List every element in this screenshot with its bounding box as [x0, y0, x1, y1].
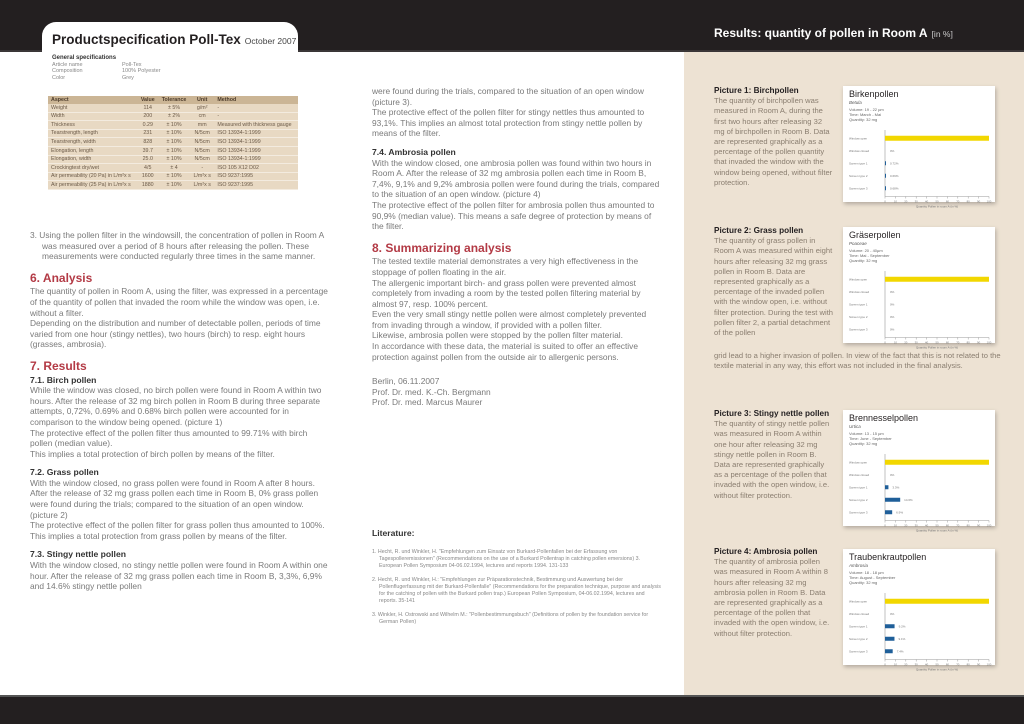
category-label: Screen type 2 — [849, 636, 868, 641]
category-label: Screen type 3 — [849, 510, 868, 515]
x-tick-label: 50 — [935, 199, 939, 204]
x-tick-label: 10 — [893, 523, 897, 528]
chart-title: Traubenkrautpollen — [849, 552, 927, 562]
chart-title: Brennesselpollen — [849, 413, 919, 423]
table-cell: - — [214, 112, 298, 121]
x-axis-label: Quantity Pollen in room A (in %) — [915, 345, 959, 350]
table-row — [48, 129, 298, 138]
data-label: 3.3% — [892, 485, 900, 490]
chart-ambrosia — [843, 549, 995, 672]
picture-3-caption — [714, 409, 834, 501]
column-header: Value — [137, 96, 158, 104]
results-title-text: Results: quantity of pollen in Room A — [714, 26, 928, 40]
x-tick-label: 60 — [945, 340, 949, 345]
table-row — [48, 146, 298, 155]
table-cell: 39.7 — [137, 146, 158, 155]
picture-1-caption — [714, 86, 834, 188]
analysis-heading: 6. Analysis — [30, 270, 93, 285]
summary-heading: 8. Summarizing analysis — [372, 240, 512, 255]
category-label: Screen type 1 — [849, 485, 868, 490]
table-cell: ± 10% — [158, 172, 190, 181]
x-tick-label: 50 — [935, 340, 939, 345]
chart-meta: Time: Mai - September — [849, 253, 890, 258]
category-label: Screen type 3 — [849, 327, 868, 332]
x-tick-label: 0 — [884, 199, 886, 204]
category-label: Screen type 1 — [849, 302, 868, 307]
table-cell: ISO 13934-1:1999 — [214, 146, 298, 155]
chart-title: Birkenpollen — [849, 89, 899, 99]
x-tick-label: 90 — [977, 340, 981, 345]
x-tick-label: 30 — [914, 199, 918, 204]
left-column — [30, 230, 330, 592]
x-tick-label: 30 — [914, 662, 918, 667]
nettle-heading: 7.3. Stingy nettle pollen — [30, 549, 126, 560]
table-cell: ± 10% — [158, 146, 190, 155]
data-label: 0% — [890, 302, 895, 307]
x-tick-label: 100 — [986, 523, 992, 528]
bar — [885, 624, 895, 628]
table-cell: Tearstrength, length — [48, 129, 137, 138]
x-tick-label: 90 — [977, 199, 981, 204]
data-label: 0% — [890, 314, 895, 319]
category-label: Window closed — [849, 472, 870, 477]
x-tick-label: 20 — [904, 523, 908, 528]
table-cell: - — [214, 104, 298, 112]
table-row — [48, 164, 298, 173]
results-title — [714, 26, 953, 40]
signature-block — [372, 376, 662, 408]
picture-heading: Picture 4: Ambrosia pollen — [714, 547, 818, 556]
table-cell: N/5cm — [190, 146, 214, 155]
data-label: 0% — [890, 289, 895, 294]
table-cell: Elongation, length — [48, 146, 137, 155]
table-cell: cm — [190, 112, 214, 121]
table-cell: N/5cm — [190, 155, 214, 164]
category-label: Screen type 1 — [849, 624, 868, 629]
chart-meta: Volume: 20 - 40µm — [849, 248, 883, 253]
summary-paragraph: The allergenic important birch- and grass pollen were prevented almost completely from invading a room by the tested pollen filtering material by almost 97, resp. 100% percent. — [372, 277, 641, 309]
grass-heading: 7.2. Grass pollen — [30, 467, 99, 478]
x-tick-label: 90 — [977, 662, 981, 667]
chart-meta: Quantity: 32 mg — [849, 441, 878, 446]
signature-name: Prof. Dr. med. K.-Ch. Bergmann — [372, 386, 491, 397]
picture-2-caption-continued — [714, 351, 1014, 371]
title-text: Productspecification Poll-Tex — [52, 32, 241, 47]
x-tick-label: 70 — [956, 199, 960, 204]
birch-paragraph: The protective effect of the pollen filter thus amounted to 99.71% with birch pollen (median value). — [30, 427, 308, 449]
chart-subtitle: Poaceae — [849, 241, 867, 246]
results-unit: [in %] — [931, 29, 953, 39]
table-cell: Measured with thickness gauge — [214, 121, 298, 130]
table-cell: ISO 13934-1:1999 — [214, 129, 298, 138]
summary-paragraph: Likewise, ambrosia pollen were stopped by the pollen filter material. — [372, 330, 623, 341]
picture-text: The quantity of ambrosia pollen was measured in Room A within 8 hours after releasing 32 mg ambrosia pollen in Room B. Data are represented graphically as a percentage of the pollen that invaded with the open window, i.e. without filter protection. — [714, 557, 830, 638]
chart-svg — [843, 549, 995, 672]
general-specifications — [52, 55, 161, 81]
x-tick-label: 100 — [986, 340, 992, 345]
x-tick-label: 40 — [925, 662, 929, 667]
table-row — [48, 104, 298, 112]
table-cell: Crockingtest dry/wet — [48, 164, 137, 173]
x-tick-label: 0 — [884, 340, 886, 345]
signature-place: Berlin, 06.11.2007 — [372, 376, 440, 387]
signature-name: Prof. Dr. med. Marcus Maurer — [372, 397, 483, 408]
table-cell: N/5cm — [190, 129, 214, 138]
bar-window-open — [885, 277, 989, 282]
grass-paragraph: The protective effect of the pollen filter for grass pollen thus amounted to 100%. This implies a total protection from grass pollen by means of the filter. — [30, 520, 325, 541]
category-label: Screen type 3 — [849, 649, 868, 654]
data-label: 9.1% — [898, 636, 906, 641]
picture-heading: Picture 3: Stingy nettle pollen — [714, 409, 830, 418]
table-cell: - — [190, 164, 214, 173]
chart-meta: Time: March - Mai — [849, 112, 882, 117]
x-axis-label: Quantity Pollen in room A (in %) — [915, 667, 959, 672]
table-cell: mm — [190, 121, 214, 130]
category-label: Window closed — [849, 148, 870, 153]
general-label: Color — [52, 74, 66, 81]
nettle-paragraph: The protective effect of the pollen filter for stingy nettles thus amounted to 93,1%. This implies an almost total protection from stingy nettle pollen by means of the filter. — [372, 107, 645, 139]
picture-2-caption — [714, 226, 834, 338]
bottom-bar — [0, 695, 1024, 724]
x-tick-label: 50 — [935, 662, 939, 667]
picture-text: The quantity of birchpollen was measured in Room A, during the first two hours after releasing 32 mg of birchpollen in Room B. Data are represented graphically as a percentage of the pollen quantity that invaded the window with the window being opened, without filter protection. — [714, 96, 833, 187]
table-cell: Air permeability (20 Pa) in L/m²x s — [48, 172, 137, 181]
category-label: Window open — [849, 136, 868, 141]
chart-meta: Quantity: 32 mg — [849, 117, 878, 122]
table-cell: ISO 13934-1:1999 — [214, 138, 298, 147]
birch-heading: 7.1. Birch pollen — [30, 374, 97, 385]
table-cell: ± 5% — [158, 104, 190, 112]
birch-paragraph: While the window was closed, no birch pollen were found in Room A within two hours. After the release of 32 mg birch pollen in Room B during three separate attempts, 0,72%, 0.69% and 0.68% birch pollen were accounted for in comparison to the window being opened. (picture 1) — [30, 385, 322, 427]
x-tick-label: 0 — [884, 523, 886, 528]
literature — [372, 530, 662, 633]
x-tick-label: 10 — [893, 662, 897, 667]
birch-paragraph: This implies a total protection of birch pollen by means of the filter. — [30, 448, 275, 459]
ambrosia-heading: 7.4. Ambrosia pollen — [372, 146, 456, 157]
x-tick-label: 40 — [925, 199, 929, 204]
chart-subtitle: Betula — [849, 100, 862, 105]
table-cell: 4/5 — [137, 164, 158, 173]
x-tick-label: 30 — [914, 340, 918, 345]
literature-item: 1. Hecht, R. und Winkler, H. "Empfehlungen zum Einsatz von Burkard-Pollenfallen bei der Erfassung von Tagespolleremissionen" (Recommendations on the use of a Burkard Pollentrap in catching pollen emersions) 3. European Pollen Symposium 04-06.02.1994, lectures and reports 1994. 131-133 — [372, 549, 640, 569]
nettle-paragraph: were found during the trials, compared to the situation of an open window (picture 3). — [372, 86, 644, 107]
bar — [885, 649, 893, 653]
table-row — [48, 138, 298, 147]
x-tick-label: 10 — [893, 199, 897, 204]
x-axis-label: Quantity Pollen in room A (in %) — [915, 528, 959, 533]
analysis-paragraph: The quantity of pollen in Room A, using the filter, was expressed in a percentage of the quantity of pollen that invaded the room while the window was open, i.e. without a filter. — [30, 286, 328, 318]
table-cell: L/m²x s — [190, 172, 214, 181]
bar-window-open — [885, 599, 989, 604]
table-cell: ± 2% — [158, 112, 190, 121]
table-cell: Air permeability (25 Pa) in L/m²x s — [48, 181, 137, 190]
summary-paragraph: In accordance with these data, the material is suited to offer an effective protection against pollen from the outside air to allergenic persons. — [372, 341, 638, 362]
general-value: Poll-Tex — [122, 61, 142, 68]
chart-birch — [843, 86, 995, 209]
chart-subtitle: Urtica — [849, 424, 861, 429]
data-label: 0.69% — [890, 173, 899, 178]
ambrosia-paragraph: The protective effect of the pollen filter for ambrosia pollen thus amounted to 90,9% (median value). This means a safe degree of protection by means of the filter. — [372, 199, 655, 232]
x-tick-label: 40 — [925, 523, 929, 528]
summary-paragraph: The tested textile material demonstrates a very high effectiveness in the stoppage of pollen floating in the air. — [372, 256, 639, 277]
table-cell: ISO 105 X12 D02 — [214, 164, 298, 173]
picture-text: grid lead to a higher invasion of pollen. In view of the fact that this is not related to the textile material in any way, this effort was not included in the final analysis. — [714, 351, 1001, 371]
bar — [885, 510, 892, 514]
literature-item: 2. Hecht, R. und Winkler, H.: "Empfehlungen zur Präparationstechnik, Bestimmung und Auswertung bei der Pollenflugerfassung mit der Burkard-Pollenfalle" (Recommendations for the preparation technique, purpose and analysis for the catching of pollen with the Burkard pollen trap.) European Pollen Symposium, 04-06.02.1994, lectures and reports. 35-141 — [372, 577, 661, 604]
chart-meta: Time: August - September — [849, 575, 896, 580]
x-tick-label: 20 — [904, 199, 908, 204]
picture-text: The quantity of stingy nettle pollen was measured in Room A within one hour after releasing 32 mg stingy nettle pollen in Room B. Data are represented graphically as a percentage of the pollen that invaded with the open window, i.e. without filter protection. — [714, 419, 830, 500]
general-row — [52, 75, 161, 82]
x-tick-label: 20 — [904, 340, 908, 345]
x-tick-label: 50 — [935, 523, 939, 528]
table-cell: ± 10% — [158, 155, 190, 164]
data-label: 0% — [890, 148, 895, 153]
table-cell: 200 — [137, 112, 158, 121]
grass-paragraph: With the window closed, no grass pollen were found in Room A after 8 hours. After the release of 32 mg grass pollen each time in Room B, 0% grass pollen were found during the trials; compared to the situation of an open window. (picture 2) — [30, 477, 319, 520]
table-cell: ± 10% — [158, 121, 190, 130]
table-row — [48, 181, 298, 190]
chart-svg — [843, 410, 995, 533]
table-row — [48, 121, 298, 130]
x-tick-label: 70 — [956, 340, 960, 345]
chart-meta: Volume: 19 - 22 µm — [849, 107, 884, 112]
chart-svg — [843, 86, 995, 209]
data-label: 0% — [890, 611, 895, 616]
x-tick-label: 20 — [904, 662, 908, 667]
table-header-row — [48, 96, 298, 104]
table-cell: 114 — [137, 104, 158, 112]
specification-table — [48, 96, 298, 190]
column-header: Aspect — [48, 96, 137, 104]
nettle-paragraph: With the window closed, no stingy nettle pollen were found in Room A within one hour. After the release of 32 mg grass pollen each time in Room B, 3,3%, 6,9% and 14.6% stingy nettle pollen — [30, 560, 328, 592]
picture-text: The quantity of grass pollen in Room A was measured within eight hours after releasing 32 mg grass pollen in Room B. Data are represented graphically as a percentage of the invaded pollen with the window open, i.e. without filter protection. During the test with pollen filter 2, a partial detachment of the pollen — [714, 236, 834, 338]
x-tick-label: 40 — [925, 340, 929, 345]
table-row — [48, 112, 298, 121]
x-tick-label: 80 — [966, 523, 970, 528]
bar — [885, 186, 886, 190]
category-label: Screen type 3 — [849, 186, 868, 191]
category-label: Window open — [849, 599, 868, 604]
data-label: 6.9% — [896, 510, 904, 515]
general-label: Composition — [52, 68, 83, 74]
column-header: Unit — [190, 96, 214, 104]
table-cell: L/m²x s — [190, 181, 214, 190]
category-label: Window open — [849, 460, 868, 465]
x-tick-label: 90 — [977, 523, 981, 528]
x-tick-label: 100 — [986, 662, 992, 667]
chart-grass — [843, 227, 995, 350]
x-tick-label: 10 — [893, 340, 897, 345]
table-cell: 828 — [137, 138, 158, 147]
data-label: 0.68% — [890, 186, 899, 191]
chart-meta: Time: June - September — [849, 436, 892, 441]
x-tick-label: 80 — [966, 199, 970, 204]
x-tick-label: 60 — [945, 199, 949, 204]
table-cell: 0.29 — [137, 121, 158, 130]
literature-heading: Literature: — [372, 528, 415, 538]
table-cell: 25.0 — [137, 155, 158, 164]
chart-svg — [843, 227, 995, 350]
table-cell: 231 — [137, 129, 158, 138]
category-label: Screen type 1 — [849, 161, 868, 166]
table-cell: g/m² — [190, 104, 214, 112]
results-heading: 7. Results — [30, 358, 87, 373]
table-row — [48, 172, 298, 181]
table-cell: ISO 13934-1:1999 — [214, 155, 298, 164]
table-cell: ISO 9237:1995 — [214, 181, 298, 190]
middle-column — [372, 86, 662, 408]
category-label: Window open — [849, 277, 868, 282]
chart-meta: Quantity: 32 mg — [849, 258, 878, 263]
x-tick-label: 60 — [945, 662, 949, 667]
chart-nettle — [843, 410, 995, 533]
bar-window-open — [885, 136, 989, 141]
x-tick-label: 60 — [945, 523, 949, 528]
bar — [885, 498, 900, 502]
table-cell: ± 10% — [158, 138, 190, 147]
table-cell: Thickness — [48, 121, 137, 130]
table-cell: Weight — [48, 104, 137, 112]
title-date: October 2007 — [244, 36, 297, 46]
x-tick-label: 80 — [966, 340, 970, 345]
category-label: Screen type 2 — [849, 173, 868, 178]
analysis-paragraph: Depending on the distribution and number of detectable pollen, periods of time varied from one hour (stingy nettles), two hours (birch) to resp. eight hours (grasses, ambrosia). — [30, 318, 321, 350]
bar — [885, 161, 886, 165]
data-label: 0% — [890, 327, 895, 332]
chart-title: Gräserpollen — [849, 230, 901, 240]
document-title — [52, 32, 296, 47]
category-label: Window closed — [849, 611, 870, 616]
x-tick-label: 70 — [956, 662, 960, 667]
column-header: Method — [214, 96, 298, 104]
data-label: 9.2% — [898, 624, 906, 629]
bar — [885, 485, 888, 489]
chart-meta: Quantity: 32 mg — [849, 580, 878, 585]
general-heading: General specifications — [52, 55, 117, 61]
table-cell: Width — [48, 112, 137, 121]
ambrosia-paragraph: With the window closed, one ambrosia pollen was found within two hours in Room A. After the release of 32 mg ambrosia pollen each time in Room B, 7,4%, 9,1% and 9,2% ambrosia pollen were found during the trials, compared to the situation of an open window. (picture 4) — [372, 157, 660, 200]
category-label: Screen type 2 — [849, 497, 868, 502]
summary-paragraph: Even the very small stingy nettle pollen were almost completely prevented from invading through a window, if provided with a pollen filter. — [372, 309, 647, 330]
data-label: 7.4% — [896, 649, 904, 654]
table-cell: Elongation, width — [48, 155, 137, 164]
bar — [885, 637, 894, 641]
chart-subtitle: Ambrosia — [849, 563, 869, 568]
data-label: 0% — [890, 472, 895, 477]
bar-window-open — [885, 460, 989, 465]
table-cell: ISO 9237:1995 — [214, 172, 298, 181]
general-label: Article name — [52, 61, 83, 68]
table-cell: 1880 — [137, 181, 158, 190]
x-tick-label: 30 — [914, 523, 918, 528]
x-tick-label: 80 — [966, 662, 970, 667]
table-cell: N/5cm — [190, 138, 214, 147]
data-label: 0.72% — [890, 161, 899, 166]
table-cell: 1600 — [137, 172, 158, 181]
chart-meta: Volume: 13 - 15 µm — [849, 431, 884, 436]
bar — [885, 174, 886, 178]
x-axis-label: Quantity Pollen in room A (in %) — [915, 204, 959, 209]
table-row — [48, 155, 298, 164]
picture-heading: Picture 1: Birchpollen — [714, 86, 799, 95]
general-value: Grey — [122, 74, 134, 81]
literature-item: 3. Winkler, H. Ostrowski and Wilhelm M.: "Pollenbestimmungsbuch" (Definitions of pollen by the foundation service for German Pollen) — [372, 612, 649, 625]
table-cell: ± 10% — [158, 129, 190, 138]
picture-4-caption — [714, 547, 834, 639]
category-label: Window closed — [849, 289, 870, 294]
table-cell: ± 4 — [158, 164, 190, 173]
x-tick-label: 0 — [884, 662, 886, 667]
column-header: Tolerance — [158, 96, 190, 104]
chart-meta: Volume: 18 - 18 µm — [849, 570, 884, 575]
data-label: 14.6% — [904, 497, 913, 502]
x-tick-label: 70 — [956, 523, 960, 528]
step-3-text: 3. Using the pollen filter in the windowsill, the concentration of pollen in Room A was measured over a period of 8 hours after releasing the pollen. These measurements were conducted regularly three times in the same manner. — [30, 230, 324, 262]
table-cell: Tearstrength, width — [48, 138, 137, 147]
x-tick-label: 100 — [986, 199, 992, 204]
picture-heading: Picture 2: Grass pollen — [714, 226, 804, 235]
table-cell: ± 10% — [158, 181, 190, 190]
category-label: Screen type 2 — [849, 314, 868, 319]
general-value: 100% Polyester — [122, 68, 161, 74]
